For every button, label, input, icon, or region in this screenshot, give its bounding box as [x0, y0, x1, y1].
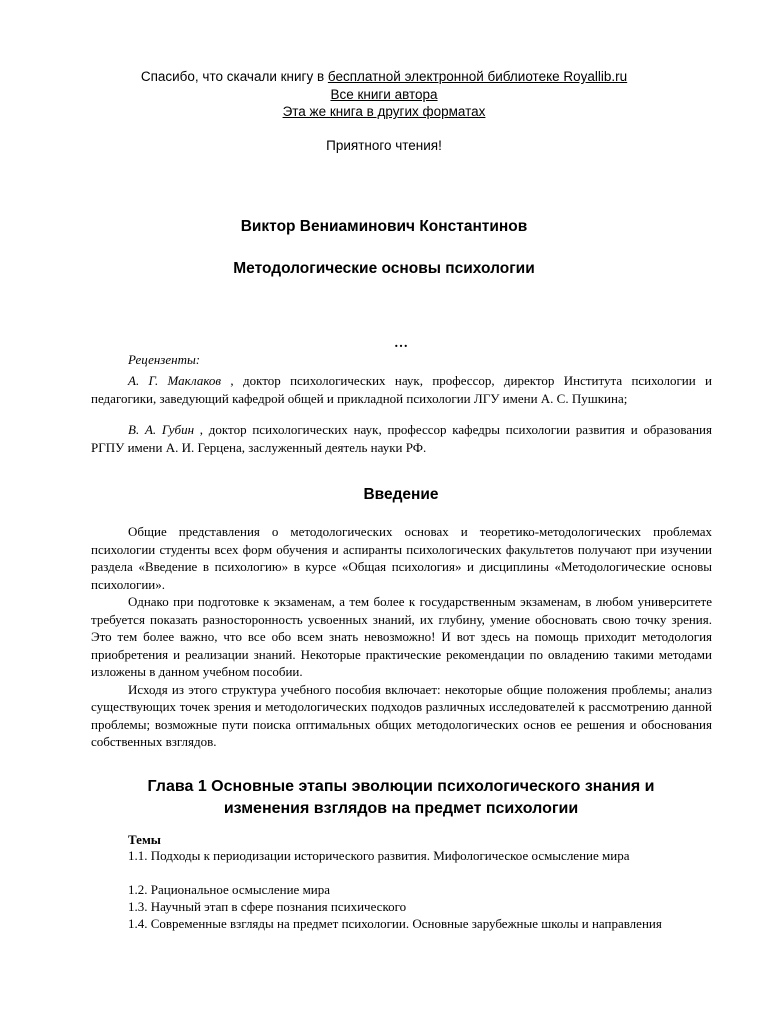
topic-item: 1.3. Научный этап в сфере познания психического	[128, 899, 407, 914]
download-thanks-line	[0, 68, 768, 86]
ellipsis-mark: …	[394, 336, 408, 351]
topic-item: 1.2. Рациональное осмысление мира	[128, 882, 331, 897]
reviewer-1	[91, 372, 712, 407]
book-author: Виктор Вениаминович Константинов	[240, 218, 528, 235]
book-title: Методологические основы психологии	[233, 260, 535, 277]
intro-heading: Введение	[363, 486, 439, 503]
enjoy-reading-text: Приятного чтения!	[326, 138, 442, 153]
library-link[interactable]: бесплатной электронной библиотеке Royallib.ru	[327, 69, 628, 84]
intro-paragraph-1: Общие представления о методологических основах и теоретико-методологических проблемах психологии студенты всех форм обучения и аспиранты психологических факультетов получают при изучении раздела «Введение в психологию» в курсе «Общая психология» и дисциплины «Методологические основы психологии».	[91, 524, 712, 592]
reviewer-2-text: , доктор психологических наук, профессор кафедры психологии развития и образования РГПУ имени А. И. Герцена, заслуженный деятель науки РФ.	[91, 422, 712, 455]
chapter-1-heading-line-2: изменения взглядов на предмет психологии	[223, 800, 579, 817]
intro-body	[91, 523, 712, 751]
intro-paragraph-2: Однако при подготовке к экзаменам, а тем более к государственным экзаменам, в любом университете требуется показать разносторонность усвоенных знаний, их глубину, умение обосновать свою точку зрения. Это тем более важно, что все обо всем знать невозможно! И вот здесь на помощь приходит методология приобретения и реализации знаний. Некоторые практические рекомендации по овладению такими методами изложены в данном учебном пособии.	[91, 594, 712, 679]
reviewer-1-name: А. Г. Маклаков	[128, 373, 222, 388]
thanks-text: Спасибо, что скачали книгу в	[140, 69, 328, 84]
other-formats-link[interactable]: Эта же книга в других форматах	[282, 104, 486, 119]
author-books-link[interactable]: Все книги автора	[330, 87, 438, 102]
chapter-1-heading	[0, 776, 768, 820]
reviewer-1-text: , доктор психологических наук, профессор, директор Института психологии и педагогики, заведующий кафедрой общей и прикладной психологии ЛГУ имени А. С. Пушкина;	[91, 373, 712, 406]
other-formats-line	[0, 103, 768, 121]
chapter-1-heading-line-1: Глава 1 Основные этапы эволюции психологического знания и	[147, 778, 655, 795]
topic-item: 1.4. Современные взгляды на предмет психологии. Основные зарубежные школы и направления	[128, 916, 662, 931]
reviewer-2	[91, 421, 712, 456]
intro-paragraph-3: Исходя из этого структура учебного пособия включает: некоторые общие положения проблемы; анализ существующих точек зрения и методологических подходов различных исследователей к рассмотрению данной проблемы; возможные пути поиска оптимальных общих методологических основ ее решения и обоснования собственных взглядов.	[91, 681, 712, 749]
topic-item: 1.1. Подходы к периодизации исторического развития. Мифологическое осмысление мира	[128, 848, 630, 863]
reviewers-label: Рецензенты:	[128, 352, 201, 367]
topics-label: Темы	[128, 832, 161, 847]
author-books-line	[0, 86, 768, 104]
reviewer-2-name: В. А. Губин	[128, 422, 195, 437]
